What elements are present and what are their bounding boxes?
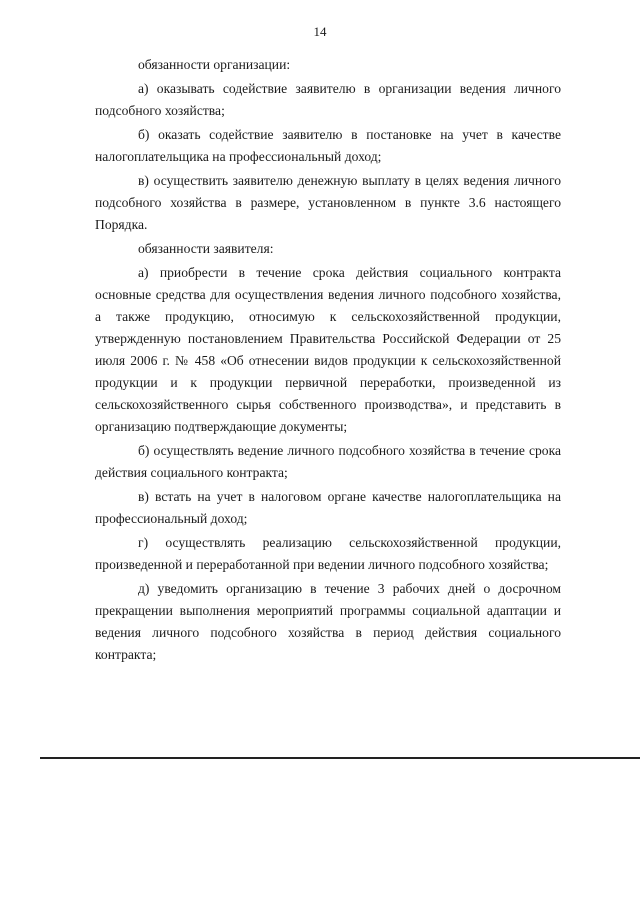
paragraph-applicant-duty-v: в) встать на учет в налоговом органе качестве налогоплательщика на профессиональный доход;	[95, 489, 561, 526]
paragraph-applicant-duty-a: а) приобрести в течение срока действия социального контракта основные средства для осуществления ведения личного подсобного хозяйства, а также продукцию, относимую к сельскохозяйственной продукции, утвержденную постановлением Правительства Российской Федерации от 25 июля 2006 г. № 458 «Об отнесении видов продукции к сельскохозяйственной продукции и к продукции первичной переработки, произведенной из сельскохозяйственного сырья собственного производства», и представить в организацию подтверждающие документы;	[95, 265, 561, 434]
paragraph-applicant-duty-d: д) уведомить организацию в течение 3 рабочих дней о досрочном прекращении выполнения мероприятий программы социальной адаптации и ведения личного подсобного хозяйства в период действия социального контракта;	[95, 581, 561, 662]
paragraph-org-duties-heading: обязанности организации:	[138, 57, 291, 72]
paragraph-org-duty-v: в) осуществить заявителю денежную выплату в целях ведения личного подсобного хозяйства в размере, установленном в пункте 3.6 настоящего Порядка.	[95, 173, 561, 232]
paragraph-org-duty-b: б) оказать содействие заявителю в постановке на учет в качестве налогоплательщика на профессиональный доход;	[95, 127, 561, 164]
paragraph-applicant-duty-g: г) осуществлять реализацию сельскохозяйственной продукции, произведенной и переработанной при ведении личного подсобного хозяйства;	[95, 535, 561, 572]
paragraph-org-duty-a: а) оказывать содействие заявителю в организации ведения личного подсобного хозяйства;	[95, 81, 561, 118]
page-divider-line	[40, 757, 640, 759]
paragraph-applicant-duty-b: б) осуществлять ведение личного подсобного хозяйства в течение срока действия социального контракта;	[95, 443, 561, 480]
document-body	[95, 54, 561, 666]
page-number: 14	[313, 24, 327, 39]
paragraph-applicant-duties-heading: обязанности заявителя:	[138, 241, 274, 256]
